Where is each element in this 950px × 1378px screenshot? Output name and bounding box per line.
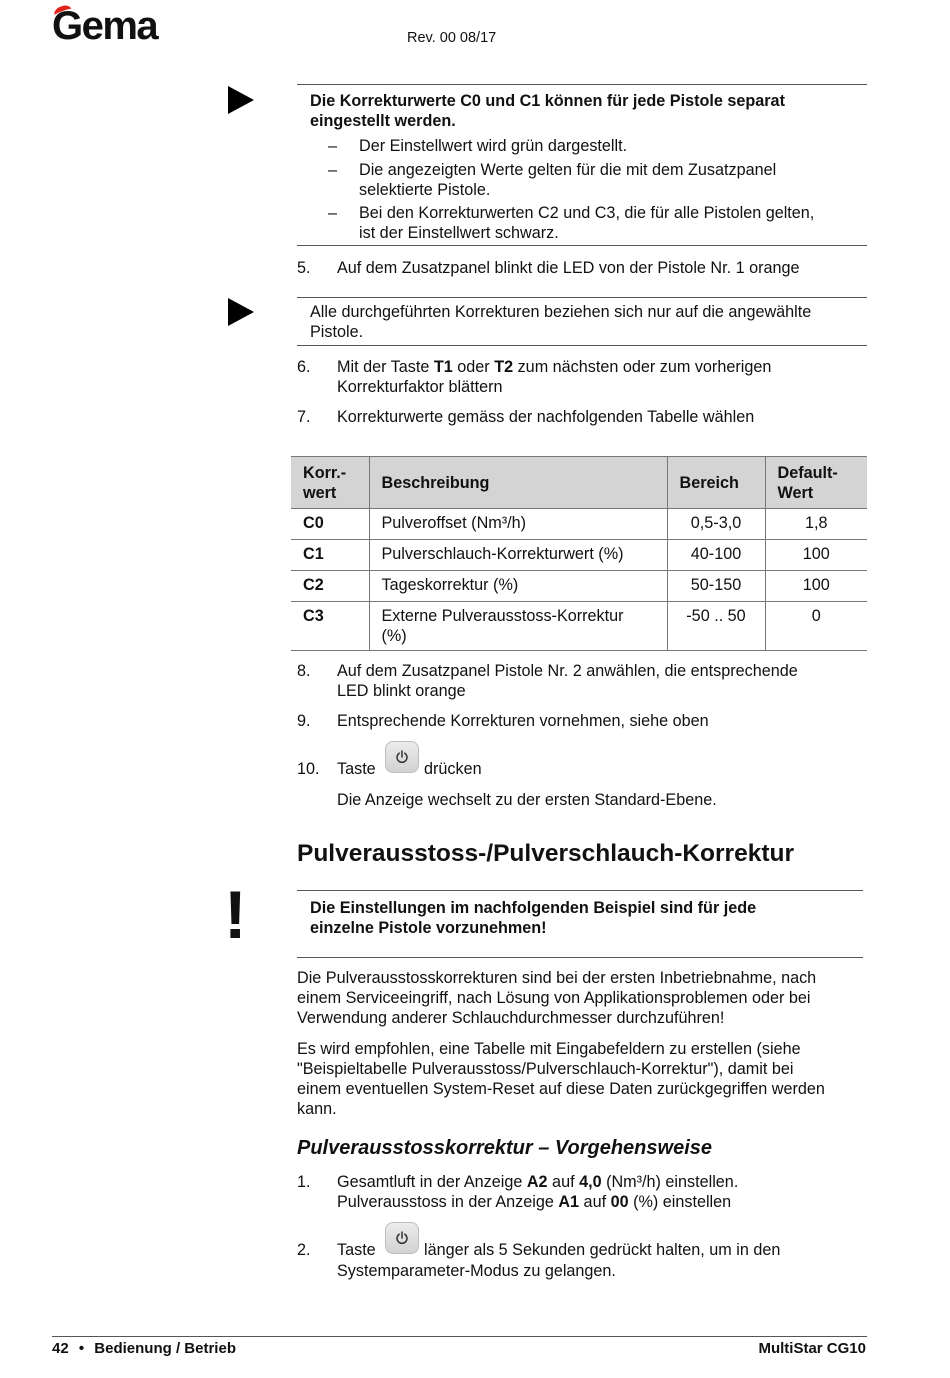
step-number: 8. <box>297 662 311 680</box>
step-text: Mit der Taste T1 oder T2 zum nächsten oder zum vorherigen Korrekturfaktor blättern <box>337 358 772 396</box>
bullet-text: Der Einstellwert wird grün dargestellt. <box>359 137 628 155</box>
row-default: 1,8 <box>765 509 867 540</box>
step-text: Entsprechende Korrekturen vornehmen, siehe oben <box>337 712 709 730</box>
step-text: Korrekturwerte gemäss der nachfolgenden Tabelle wählen <box>337 408 755 426</box>
subsection-heading: Pulverausstosskorrektur – Vorgehensweise <box>297 1137 712 1159</box>
row-key: C3 <box>291 602 369 651</box>
divider <box>297 84 867 85</box>
triangle-right-icon <box>228 298 254 326</box>
paragraph: Es wird empfohlen, eine Tabelle mit Eingabefeldern zu erstellen (siehe "Beispieltabelle Pulverausstoss/Pulverschlauch-Korrektur"), damit bei einem eventuellen System-Reset auf diese Daten zurückgegriffen werden kann. <box>297 1040 825 1118</box>
power-key-button <box>385 1222 419 1254</box>
step-text: Auf dem Zusatzpanel blinkt die LED von der Pistole Nr. 1 orange <box>337 259 800 277</box>
divider <box>297 345 867 346</box>
step-text: drücken <box>424 760 482 778</box>
power-key-button <box>385 741 419 773</box>
table-row <box>291 540 867 571</box>
step-number: 10. <box>297 760 320 778</box>
dash-bullet: – <box>328 137 338 155</box>
footer-divider <box>52 1336 867 1337</box>
footer-bullet: • <box>78 1340 85 1357</box>
header-korr: Korr.- wert <box>291 457 369 509</box>
step-number: 5. <box>297 259 311 277</box>
row-description: Pulveroffset (Nm³/h) <box>369 509 667 540</box>
header-description: Beschreibung <box>369 457 667 509</box>
step-number: 2. <box>297 1241 311 1259</box>
divider <box>297 245 867 246</box>
table-row <box>291 602 867 651</box>
dash-bullet: – <box>328 204 338 222</box>
revision-label: Rev. 00 08/17 <box>407 30 497 46</box>
dash-bullet: – <box>328 161 338 179</box>
divider <box>297 957 863 958</box>
divider <box>297 890 863 891</box>
header-default: Default- Wert <box>765 457 867 509</box>
row-default: 100 <box>765 571 867 602</box>
row-key: C0 <box>291 509 369 540</box>
table-row <box>291 509 867 540</box>
divider <box>297 297 867 298</box>
row-range: 0,5-3,0 <box>667 509 765 540</box>
footer-product: MultiStar CG10 <box>758 1340 866 1357</box>
row-key: C1 <box>291 540 369 571</box>
step-text: länger als 5 Sekunden gedrückt halten, um in den <box>424 1241 781 1259</box>
row-range: 50-150 <box>667 571 765 602</box>
power-icon <box>395 750 409 764</box>
row-default: 0 <box>765 602 867 651</box>
step-number: 1. <box>297 1173 311 1191</box>
table-row <box>291 571 867 602</box>
row-default: 100 <box>765 540 867 571</box>
step-text: Gesamtluft in der Anzeige A2 auf 4,0 (Nm³/h) einstellen. Pulverausstoss in der Anzeige A1 auf 00 (%) einstellen <box>337 1173 739 1211</box>
step-text: Systemparameter-Modus zu gelangen. <box>337 1262 616 1280</box>
page-number: 42 <box>52 1340 69 1357</box>
paragraph: Die Pulverausstosskorrekturen sind bei der ersten Inbetriebnahme, nach einem Serviceeingriff, nach Lösung von Applikationsproblemen oder bei Verwendung anderer Schlauchdurchmesser durchzuführen! <box>297 969 817 1027</box>
correction-table <box>291 456 867 651</box>
step-result: Die Anzeige wechselt zu der ersten Standard-Ebene. <box>337 791 717 809</box>
warning-text: Die Einstellungen im nachfolgenden Beispiel sind für jede einzelne Pistole vorzunehmen! <box>310 899 757 937</box>
bullet-text: Die angezeigten Werte gelten für die mit dem Zusatzpanel selektierte Pistole. <box>359 161 777 199</box>
step-text: Taste <box>337 760 376 778</box>
row-range: 40-100 <box>667 540 765 571</box>
gema-logo: Gema <box>52 4 158 48</box>
exclamation-icon: ! <box>224 877 247 953</box>
header-range: Bereich <box>667 457 765 509</box>
step-number: 9. <box>297 712 311 730</box>
footer-section: Bedienung / Betrieb <box>94 1340 236 1357</box>
power-icon <box>395 1231 409 1245</box>
row-description: Externe Pulverausstoss-Korrektur (%) <box>369 602 667 651</box>
bullet-text: Bei den Korrekturwerten C2 und C3, die für alle Pistolen gelten, ist der Einstellwert schwarz. <box>359 204 815 242</box>
row-description: Tageskorrektur (%) <box>369 571 667 602</box>
step-number: 6. <box>297 358 311 376</box>
row-description: Pulverschlauch-Korrekturwert (%) <box>369 540 667 571</box>
table-header-row <box>291 457 867 509</box>
section-heading: Pulverausstoss-/Pulverschlauch-Korrektur <box>297 840 794 867</box>
step-number: 7. <box>297 408 311 426</box>
note-text: Alle durchgeführten Korrekturen beziehen sich nur auf die angewählte Pistole. <box>310 303 812 341</box>
step-text: Taste <box>337 1241 376 1259</box>
note-bold-text: Die Korrekturwerte C0 und C1 können für jede Pistole separat eingestellt werden. <box>310 92 785 130</box>
triangle-right-icon <box>228 86 254 114</box>
step-text: Auf dem Zusatzpanel Pistole Nr. 2 anwählen, die entsprechende LED blinkt orange <box>337 662 798 700</box>
footer-left <box>52 1340 236 1357</box>
row-range: -50 .. 50 <box>667 602 765 651</box>
row-key: C2 <box>291 571 369 602</box>
